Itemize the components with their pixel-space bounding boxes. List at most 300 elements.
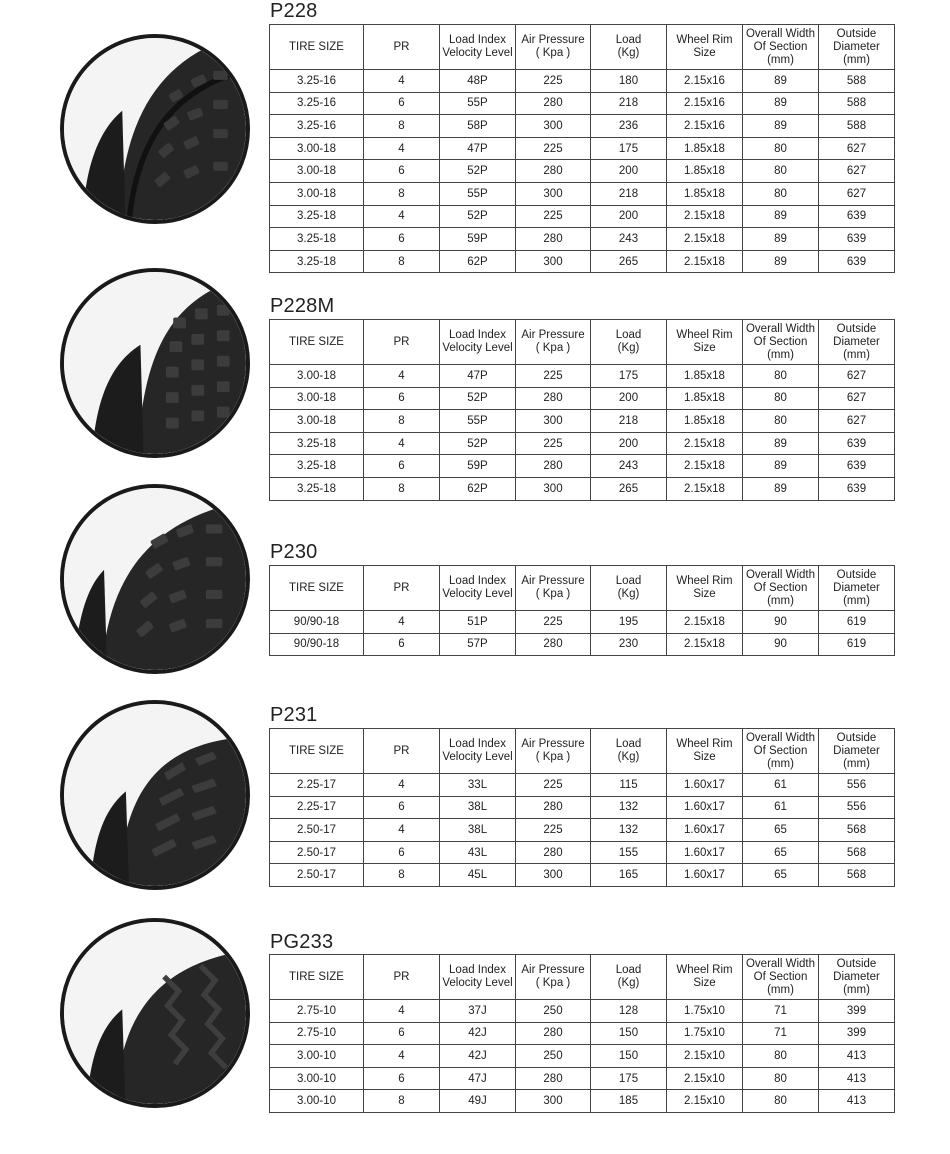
cell-outside-diameter: 556 bbox=[819, 796, 895, 819]
header-row bbox=[270, 320, 895, 365]
column-header-label: PR bbox=[393, 335, 410, 348]
cell-outside-diameter: 413 bbox=[819, 1090, 895, 1113]
cell-load: 165 bbox=[591, 864, 667, 887]
cell-load-index: 52P bbox=[440, 432, 516, 455]
cell-pr: 8 bbox=[364, 410, 440, 433]
column-header-overall-width bbox=[743, 320, 819, 365]
cell-load: 175 bbox=[591, 1067, 667, 1090]
cell-tire-size: 3.00-10 bbox=[270, 1045, 364, 1068]
column-header-label: Air Pressure ( Kpa ) bbox=[521, 575, 585, 600]
column-header-pr bbox=[364, 320, 440, 365]
cell-wheel-rim: 2.15x18 bbox=[667, 455, 743, 478]
cell-load-index: 52P bbox=[440, 205, 516, 228]
table-row bbox=[270, 633, 895, 656]
tire-tread-icon bbox=[64, 704, 246, 886]
cell-load: 132 bbox=[591, 819, 667, 842]
table-row bbox=[270, 410, 895, 433]
cell-air-pressure: 280 bbox=[516, 633, 591, 656]
cell-tire-size: 3.00-18 bbox=[270, 182, 364, 205]
column-header-label: Load (Kg) bbox=[615, 575, 642, 600]
cell-load: 185 bbox=[591, 1090, 667, 1113]
cell-load-index: 62P bbox=[440, 250, 516, 273]
column-header-load bbox=[591, 729, 667, 774]
table-row bbox=[270, 796, 895, 819]
cell-load-index: 33L bbox=[440, 774, 516, 797]
cell-wheel-rim: 1.60x17 bbox=[667, 819, 743, 842]
column-header-label: Load (Kg) bbox=[615, 329, 642, 354]
cell-outside-diameter: 627 bbox=[819, 365, 895, 388]
cell-wheel-rim: 2.15x16 bbox=[667, 92, 743, 115]
column-header-wheel-rim bbox=[667, 729, 743, 774]
cell-load-index: 42J bbox=[440, 1022, 516, 1045]
column-header-load-index bbox=[440, 566, 516, 611]
cell-pr: 8 bbox=[364, 250, 440, 273]
cell-pr: 6 bbox=[364, 160, 440, 183]
cell-overall-width: 90 bbox=[743, 633, 819, 656]
cell-pr: 6 bbox=[364, 1067, 440, 1090]
cell-tire-size: 2.25-17 bbox=[270, 796, 364, 819]
table-row bbox=[270, 455, 895, 478]
cell-air-pressure: 280 bbox=[516, 455, 591, 478]
cell-pr: 4 bbox=[364, 432, 440, 455]
cell-overall-width: 80 bbox=[743, 1045, 819, 1068]
cell-overall-width: 80 bbox=[743, 160, 819, 183]
cell-load: 218 bbox=[591, 92, 667, 115]
cell-outside-diameter: 399 bbox=[819, 1000, 895, 1023]
cell-overall-width: 65 bbox=[743, 864, 819, 887]
cell-air-pressure: 225 bbox=[516, 137, 591, 160]
cell-air-pressure: 225 bbox=[516, 205, 591, 228]
cell-load: 155 bbox=[591, 841, 667, 864]
column-header-wheel-rim bbox=[667, 320, 743, 365]
table-row bbox=[270, 70, 895, 93]
cell-overall-width: 65 bbox=[743, 841, 819, 864]
column-header-label: Load Index Velocity Level bbox=[442, 964, 513, 989]
column-header-label: Outside Diameter (mm) bbox=[833, 957, 880, 996]
cell-air-pressure: 300 bbox=[516, 182, 591, 205]
cell-wheel-rim: 1.85x18 bbox=[667, 137, 743, 160]
cell-wheel-rim: 2.15x18 bbox=[667, 633, 743, 656]
cell-tire-size: 3.25-18 bbox=[270, 455, 364, 478]
column-header-air-pressure bbox=[516, 25, 591, 70]
column-header-label: Air Pressure ( Kpa ) bbox=[521, 34, 585, 59]
cell-load: 150 bbox=[591, 1022, 667, 1045]
table-row bbox=[270, 774, 895, 797]
cell-load-index: 55P bbox=[440, 410, 516, 433]
column-header-load-index bbox=[440, 955, 516, 1000]
cell-outside-diameter: 639 bbox=[819, 477, 895, 500]
cell-air-pressure: 280 bbox=[516, 387, 591, 410]
cell-outside-diameter: 588 bbox=[819, 70, 895, 93]
header-row bbox=[270, 729, 895, 774]
cell-pr: 4 bbox=[364, 137, 440, 160]
cell-overall-width: 80 bbox=[743, 365, 819, 388]
cell-load-index: 45L bbox=[440, 864, 516, 887]
cell-overall-width: 80 bbox=[743, 1090, 819, 1113]
cell-pr: 6 bbox=[364, 228, 440, 251]
table-row bbox=[270, 228, 895, 251]
table-row bbox=[270, 205, 895, 228]
column-header-outside-diameter bbox=[819, 566, 895, 611]
column-header-outside-diameter bbox=[819, 955, 895, 1000]
table-row bbox=[270, 1067, 895, 1090]
cell-tire-size: 3.25-18 bbox=[270, 205, 364, 228]
cell-load-index: 52P bbox=[440, 160, 516, 183]
column-header-load-index bbox=[440, 320, 516, 365]
cell-air-pressure: 280 bbox=[516, 92, 591, 115]
column-header-label: Overall Width Of Section (mm) bbox=[745, 27, 816, 66]
cell-overall-width: 80 bbox=[743, 1067, 819, 1090]
column-header-label: Load Index Velocity Level bbox=[442, 34, 513, 59]
column-header-label: Load (Kg) bbox=[615, 964, 642, 989]
cell-air-pressure: 225 bbox=[516, 432, 591, 455]
cell-tire-size: 3.00-10 bbox=[270, 1067, 364, 1090]
cell-outside-diameter: 588 bbox=[819, 92, 895, 115]
table-row bbox=[270, 250, 895, 273]
cell-pr: 4 bbox=[364, 774, 440, 797]
column-header-wheel-rim bbox=[667, 955, 743, 1000]
cell-tire-size: 3.00-18 bbox=[270, 365, 364, 388]
cell-tire-size: 3.25-18 bbox=[270, 432, 364, 455]
cell-air-pressure: 225 bbox=[516, 70, 591, 93]
cell-outside-diameter: 639 bbox=[819, 250, 895, 273]
header-row bbox=[270, 25, 895, 70]
cell-overall-width: 71 bbox=[743, 1022, 819, 1045]
table-row bbox=[270, 432, 895, 455]
cell-outside-diameter: 588 bbox=[819, 115, 895, 138]
cell-tire-size: 90/90-18 bbox=[270, 611, 364, 634]
cell-pr: 4 bbox=[364, 70, 440, 93]
cell-overall-width: 90 bbox=[743, 611, 819, 634]
column-header-outside-diameter bbox=[819, 25, 895, 70]
column-header-pr bbox=[364, 955, 440, 1000]
cell-outside-diameter: 399 bbox=[819, 1022, 895, 1045]
cell-load-index: 48P bbox=[440, 70, 516, 93]
cell-load-index: 51P bbox=[440, 611, 516, 634]
cell-load-index: 55P bbox=[440, 92, 516, 115]
column-header-load bbox=[591, 566, 667, 611]
table-row bbox=[270, 387, 895, 410]
cell-overall-width: 65 bbox=[743, 819, 819, 842]
cell-load: 150 bbox=[591, 1045, 667, 1068]
column-header-overall-width bbox=[743, 566, 819, 611]
tire-image-p231 bbox=[60, 700, 250, 890]
cell-air-pressure: 280 bbox=[516, 1022, 591, 1045]
table-row bbox=[270, 477, 895, 500]
model-title-pg233: PG233 bbox=[270, 931, 334, 953]
column-header-label: PR bbox=[393, 40, 410, 53]
cell-load: 195 bbox=[591, 611, 667, 634]
cell-load: 200 bbox=[591, 160, 667, 183]
table-row bbox=[270, 365, 895, 388]
cell-tire-size: 3.25-16 bbox=[270, 92, 364, 115]
cell-load-index: 47P bbox=[440, 365, 516, 388]
tire-image-p228m bbox=[60, 268, 250, 458]
table-row bbox=[270, 864, 895, 887]
cell-tire-size: 2.50-17 bbox=[270, 864, 364, 887]
column-header-tire-size bbox=[270, 320, 364, 365]
cell-load-index: 47P bbox=[440, 137, 516, 160]
cell-air-pressure: 225 bbox=[516, 819, 591, 842]
cell-outside-diameter: 627 bbox=[819, 137, 895, 160]
column-header-pr bbox=[364, 566, 440, 611]
column-header-label: Overall Width Of Section (mm) bbox=[745, 322, 816, 361]
column-header-label: TIRE SIZE bbox=[289, 970, 344, 983]
cell-tire-size: 3.25-16 bbox=[270, 115, 364, 138]
column-header-tire-size bbox=[270, 25, 364, 70]
cell-outside-diameter: 627 bbox=[819, 410, 895, 433]
cell-overall-width: 80 bbox=[743, 137, 819, 160]
cell-load: 128 bbox=[591, 1000, 667, 1023]
spec-table-p228m bbox=[269, 319, 895, 501]
cell-pr: 8 bbox=[364, 182, 440, 205]
cell-tire-size: 2.25-17 bbox=[270, 774, 364, 797]
cell-load-index: 59P bbox=[440, 455, 516, 478]
column-header-air-pressure bbox=[516, 566, 591, 611]
cell-tire-size: 3.00-10 bbox=[270, 1090, 364, 1113]
table-row bbox=[270, 115, 895, 138]
column-header-tire-size bbox=[270, 566, 364, 611]
cell-load: 265 bbox=[591, 477, 667, 500]
model-title-p228m: P228M bbox=[270, 295, 335, 317]
column-header-label: Outside Diameter (mm) bbox=[833, 27, 880, 66]
cell-tire-size: 3.00-18 bbox=[270, 410, 364, 433]
column-header-label: Load Index Velocity Level bbox=[442, 575, 513, 600]
cell-load: 243 bbox=[591, 228, 667, 251]
cell-outside-diameter: 627 bbox=[819, 387, 895, 410]
tire-image-p230 bbox=[60, 484, 250, 674]
cell-outside-diameter: 639 bbox=[819, 205, 895, 228]
cell-load-index: 58P bbox=[440, 115, 516, 138]
cell-outside-diameter: 627 bbox=[819, 160, 895, 183]
column-header-label: Outside Diameter (mm) bbox=[833, 731, 880, 770]
column-header-label: Wheel Rim Size bbox=[676, 329, 733, 354]
tire-tread-icon bbox=[64, 272, 246, 454]
table-row bbox=[270, 137, 895, 160]
cell-outside-diameter: 639 bbox=[819, 455, 895, 478]
column-header-label: Load (Kg) bbox=[615, 738, 642, 763]
cell-pr: 6 bbox=[364, 455, 440, 478]
cell-air-pressure: 300 bbox=[516, 115, 591, 138]
cell-outside-diameter: 413 bbox=[819, 1067, 895, 1090]
spec-table-pg233 bbox=[269, 954, 895, 1113]
cell-load-index: 38L bbox=[440, 819, 516, 842]
column-header-air-pressure bbox=[516, 955, 591, 1000]
cell-wheel-rim: 1.75x10 bbox=[667, 1000, 743, 1023]
cell-wheel-rim: 1.85x18 bbox=[667, 160, 743, 183]
column-header-label: Load Index Velocity Level bbox=[442, 738, 513, 763]
cell-wheel-rim: 1.75x10 bbox=[667, 1022, 743, 1045]
column-header-wheel-rim bbox=[667, 25, 743, 70]
cell-wheel-rim: 2.15x16 bbox=[667, 70, 743, 93]
cell-load: 180 bbox=[591, 70, 667, 93]
cell-load-index: 42J bbox=[440, 1045, 516, 1068]
tire-tread-icon bbox=[64, 38, 246, 220]
column-header-pr bbox=[364, 729, 440, 774]
column-header-label: Air Pressure ( Kpa ) bbox=[521, 329, 585, 354]
cell-load: 132 bbox=[591, 796, 667, 819]
column-header-pr bbox=[364, 25, 440, 70]
cell-tire-size: 2.50-17 bbox=[270, 819, 364, 842]
table-row bbox=[270, 611, 895, 634]
cell-tire-size: 3.25-18 bbox=[270, 250, 364, 273]
cell-air-pressure: 250 bbox=[516, 1000, 591, 1023]
cell-tire-size: 3.00-18 bbox=[270, 137, 364, 160]
column-header-label: Air Pressure ( Kpa ) bbox=[521, 738, 585, 763]
cell-wheel-rim: 2.15x10 bbox=[667, 1090, 743, 1113]
cell-tire-size: 2.75-10 bbox=[270, 1022, 364, 1045]
cell-outside-diameter: 639 bbox=[819, 432, 895, 455]
cell-wheel-rim: 2.15x18 bbox=[667, 250, 743, 273]
cell-overall-width: 89 bbox=[743, 70, 819, 93]
cell-air-pressure: 250 bbox=[516, 1045, 591, 1068]
column-header-air-pressure bbox=[516, 320, 591, 365]
spec-table-p230 bbox=[269, 565, 895, 656]
cell-load: 218 bbox=[591, 182, 667, 205]
cell-overall-width: 89 bbox=[743, 115, 819, 138]
column-header-air-pressure bbox=[516, 729, 591, 774]
cell-outside-diameter: 568 bbox=[819, 841, 895, 864]
cell-air-pressure: 280 bbox=[516, 1067, 591, 1090]
column-header-label: Overall Width Of Section (mm) bbox=[745, 957, 816, 996]
cell-load: 175 bbox=[591, 137, 667, 160]
table-row bbox=[270, 1000, 895, 1023]
cell-load-index: 57P bbox=[440, 633, 516, 656]
column-header-load bbox=[591, 320, 667, 365]
cell-overall-width: 71 bbox=[743, 1000, 819, 1023]
cell-pr: 4 bbox=[364, 611, 440, 634]
column-header-label: Wheel Rim Size bbox=[676, 738, 733, 763]
tire-tread-icon bbox=[64, 488, 246, 670]
cell-load-index: 37J bbox=[440, 1000, 516, 1023]
header-row bbox=[270, 566, 895, 611]
cell-tire-size: 90/90-18 bbox=[270, 633, 364, 656]
cell-outside-diameter: 619 bbox=[819, 611, 895, 634]
column-header-label: TIRE SIZE bbox=[289, 40, 344, 53]
column-header-label: PR bbox=[393, 744, 410, 757]
cell-air-pressure: 300 bbox=[516, 864, 591, 887]
cell-wheel-rim: 1.85x18 bbox=[667, 182, 743, 205]
cell-wheel-rim: 2.15x18 bbox=[667, 205, 743, 228]
column-header-load-index bbox=[440, 25, 516, 70]
table-row bbox=[270, 1090, 895, 1113]
column-header-outside-diameter bbox=[819, 320, 895, 365]
cell-tire-size: 3.25-16 bbox=[270, 70, 364, 93]
cell-wheel-rim: 2.15x16 bbox=[667, 115, 743, 138]
cell-pr: 6 bbox=[364, 387, 440, 410]
column-header-label: Wheel Rim Size bbox=[676, 575, 733, 600]
cell-air-pressure: 300 bbox=[516, 1090, 591, 1113]
cell-load-index: 52P bbox=[440, 387, 516, 410]
cell-load: 218 bbox=[591, 410, 667, 433]
table-row bbox=[270, 819, 895, 842]
cell-load-index: 59P bbox=[440, 228, 516, 251]
cell-pr: 4 bbox=[364, 205, 440, 228]
column-header-label: Wheel Rim Size bbox=[676, 964, 733, 989]
cell-outside-diameter: 639 bbox=[819, 228, 895, 251]
cell-overall-width: 89 bbox=[743, 205, 819, 228]
cell-wheel-rim: 1.60x17 bbox=[667, 841, 743, 864]
cell-wheel-rim: 2.15x10 bbox=[667, 1067, 743, 1090]
cell-overall-width: 89 bbox=[743, 228, 819, 251]
cell-pr: 4 bbox=[364, 1000, 440, 1023]
cell-overall-width: 61 bbox=[743, 796, 819, 819]
cell-wheel-rim: 2.15x18 bbox=[667, 611, 743, 634]
cell-load: 175 bbox=[591, 365, 667, 388]
column-header-label: TIRE SIZE bbox=[289, 335, 344, 348]
cell-load: 200 bbox=[591, 387, 667, 410]
cell-pr: 6 bbox=[364, 796, 440, 819]
cell-air-pressure: 280 bbox=[516, 796, 591, 819]
column-header-tire-size bbox=[270, 955, 364, 1000]
column-header-label: Air Pressure ( Kpa ) bbox=[521, 964, 585, 989]
cell-wheel-rim: 1.85x18 bbox=[667, 365, 743, 388]
cell-overall-width: 80 bbox=[743, 182, 819, 205]
model-title-p228: P228 bbox=[270, 0, 318, 22]
cell-load-index: 55P bbox=[440, 182, 516, 205]
column-header-label: Outside Diameter (mm) bbox=[833, 568, 880, 607]
cell-load: 230 bbox=[591, 633, 667, 656]
table-row bbox=[270, 92, 895, 115]
column-header-tire-size bbox=[270, 729, 364, 774]
cell-tire-size: 2.75-10 bbox=[270, 1000, 364, 1023]
cell-outside-diameter: 619 bbox=[819, 633, 895, 656]
cell-air-pressure: 280 bbox=[516, 841, 591, 864]
column-header-load-index bbox=[440, 729, 516, 774]
cell-pr: 6 bbox=[364, 633, 440, 656]
column-header-load bbox=[591, 25, 667, 70]
cell-wheel-rim: 1.60x17 bbox=[667, 774, 743, 797]
table-row bbox=[270, 1045, 895, 1068]
spec-table-p228 bbox=[269, 24, 895, 273]
cell-load-index: 47J bbox=[440, 1067, 516, 1090]
cell-outside-diameter: 556 bbox=[819, 774, 895, 797]
model-title-p231: P231 bbox=[270, 704, 318, 726]
cell-load-index: 38L bbox=[440, 796, 516, 819]
cell-load: 200 bbox=[591, 205, 667, 228]
cell-load: 236 bbox=[591, 115, 667, 138]
cell-pr: 4 bbox=[364, 365, 440, 388]
cell-air-pressure: 280 bbox=[516, 228, 591, 251]
cell-load: 265 bbox=[591, 250, 667, 273]
column-header-outside-diameter bbox=[819, 729, 895, 774]
cell-wheel-rim: 2.15x18 bbox=[667, 477, 743, 500]
cell-load-index: 43L bbox=[440, 841, 516, 864]
column-header-overall-width bbox=[743, 25, 819, 70]
cell-overall-width: 89 bbox=[743, 432, 819, 455]
tire-tread-icon bbox=[64, 922, 246, 1104]
cell-load: 115 bbox=[591, 774, 667, 797]
tire-image-p228 bbox=[60, 34, 250, 224]
column-header-label: PR bbox=[393, 581, 410, 594]
cell-load-index: 49J bbox=[440, 1090, 516, 1113]
cell-outside-diameter: 568 bbox=[819, 819, 895, 842]
cell-overall-width: 89 bbox=[743, 455, 819, 478]
cell-outside-diameter: 568 bbox=[819, 864, 895, 887]
cell-pr: 8 bbox=[364, 115, 440, 138]
cell-air-pressure: 225 bbox=[516, 365, 591, 388]
cell-load: 200 bbox=[591, 432, 667, 455]
cell-air-pressure: 300 bbox=[516, 477, 591, 500]
cell-pr: 8 bbox=[364, 1090, 440, 1113]
cell-wheel-rim: 2.15x10 bbox=[667, 1045, 743, 1068]
cell-outside-diameter: 413 bbox=[819, 1045, 895, 1068]
cell-wheel-rim: 1.60x17 bbox=[667, 864, 743, 887]
cell-overall-width: 89 bbox=[743, 92, 819, 115]
cell-outside-diameter: 627 bbox=[819, 182, 895, 205]
column-header-overall-width bbox=[743, 729, 819, 774]
header-row bbox=[270, 955, 895, 1000]
